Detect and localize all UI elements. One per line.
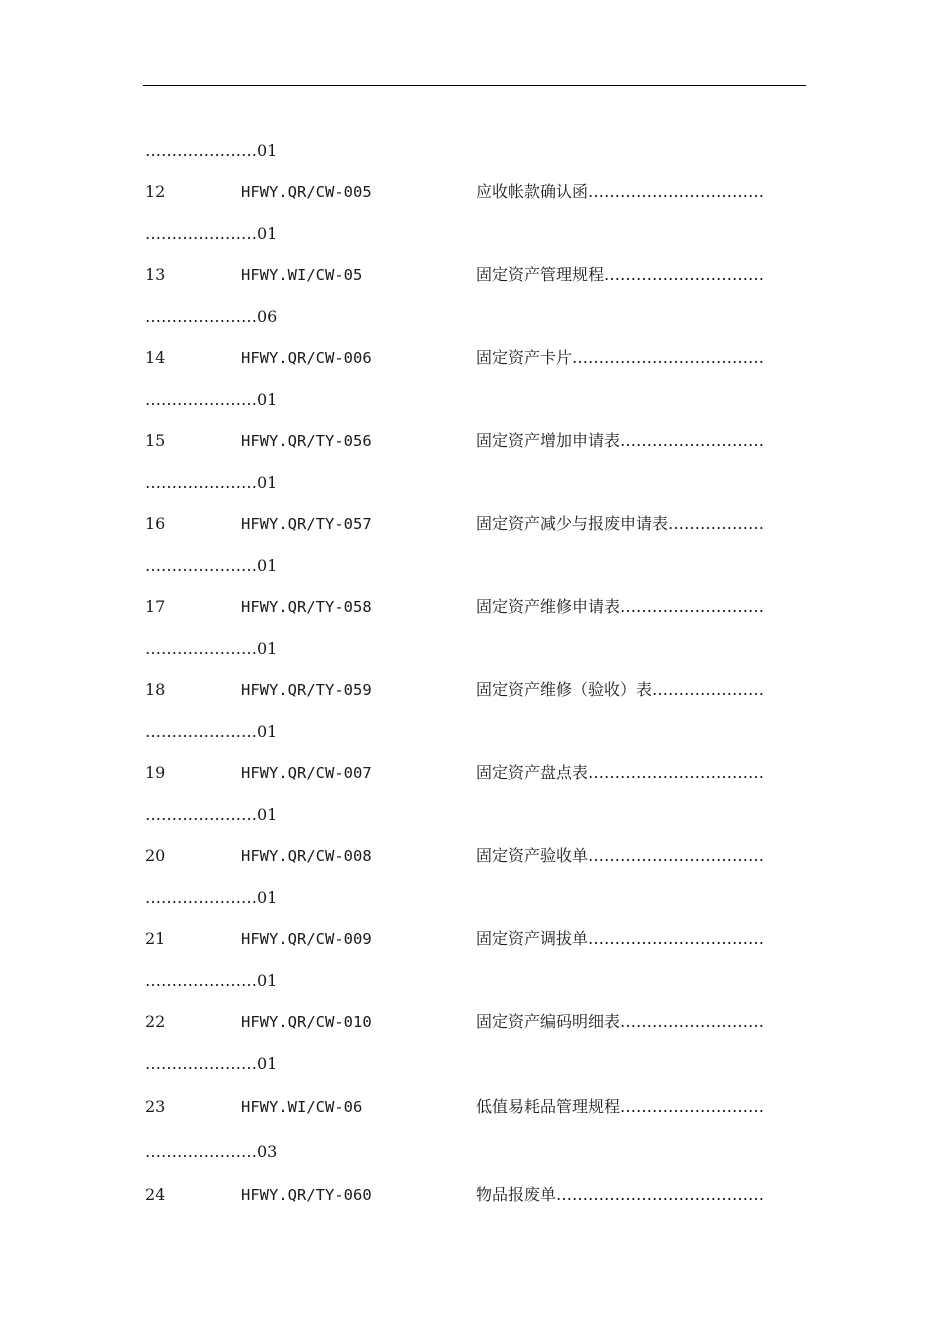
- toc-continuation-19: …………………01: [145, 805, 278, 824]
- toc-code-21: HFWY.QR/CW-009: [241, 930, 372, 948]
- toc-title-12: 应收帐款确认函……………………………: [476, 182, 765, 201]
- toc-code-12: HFWY.QR/CW-005: [241, 183, 372, 201]
- toc-number-17: 17: [145, 597, 166, 616]
- toc-number-14: 14: [145, 348, 166, 367]
- toc-title-13: 固定资产管理规程…………………………: [476, 265, 765, 284]
- toc-number-22: 22: [145, 1012, 166, 1031]
- toc-code-20: HFWY.QR/CW-008: [241, 847, 372, 865]
- toc-continuation-20: …………………01: [145, 888, 278, 907]
- toc-continuation-15: …………………01: [145, 473, 278, 492]
- toc-continuation-17: …………………01: [145, 639, 278, 658]
- toc-title-18: 固定资产维修（验收）表…………………: [476, 680, 765, 699]
- toc-title-19: 固定资产盘点表……………………………: [476, 763, 765, 782]
- toc-number-19: 19: [145, 763, 166, 782]
- toc-continuation-21: …………………01: [145, 971, 278, 990]
- toc-number-20: 20: [145, 846, 166, 865]
- toc-continuation-12: …………………01: [145, 224, 278, 243]
- toc-code-13: HFWY.WI/CW-05: [241, 266, 363, 284]
- toc-number-13: 13: [145, 265, 166, 284]
- toc-continuation-14: …………………01: [145, 390, 278, 409]
- toc-title-23: 低值易耗品管理规程………………………: [476, 1097, 765, 1116]
- toc-number-18: 18: [145, 680, 166, 699]
- toc-code-17: HFWY.QR/TY-058: [241, 598, 372, 616]
- toc-number-16: 16: [145, 514, 166, 533]
- toc-title-20: 固定资产验收单……………………………: [476, 846, 765, 865]
- toc-number-23: 23: [145, 1097, 166, 1116]
- toc-title-15: 固定资产增加申请表………………………: [476, 431, 765, 450]
- toc-code-15: HFWY.QR/TY-056: [241, 432, 372, 450]
- toc-continuation-22: …………………01: [145, 1054, 278, 1073]
- toc-continuation-13: …………………06: [145, 307, 278, 326]
- toc-number-15: 15: [145, 431, 166, 450]
- toc-title-16: 固定资产减少与报废申请表………………: [476, 514, 765, 533]
- toc-number-21: 21: [145, 929, 166, 948]
- toc-number-12: 12: [145, 182, 166, 201]
- toc-code-23: HFWY.WI/CW-06: [241, 1098, 363, 1116]
- toc-continuation-16: …………………01: [145, 556, 278, 575]
- toc-continuation-23: …………………03: [145, 1142, 278, 1161]
- toc-number-24: 24: [145, 1185, 166, 1204]
- toc-title-24: 物品报废单…………………………………: [476, 1185, 765, 1204]
- toc-title-17: 固定资产维修申请表………………………: [476, 597, 765, 616]
- toc-code-24: HFWY.QR/TY-060: [241, 1186, 372, 1204]
- toc-title-21: 固定资产调拔单……………………………: [476, 929, 765, 948]
- toc-continuation-18: …………………01: [145, 722, 278, 741]
- toc-code-14: HFWY.QR/CW-006: [241, 349, 372, 367]
- toc-title-22: 固定资产编码明细表………………………: [476, 1012, 765, 1031]
- toc-continuation-0: …………………01: [145, 141, 278, 160]
- toc-code-19: HFWY.QR/CW-007: [241, 764, 372, 782]
- toc-code-18: HFWY.QR/TY-059: [241, 681, 372, 699]
- toc-code-16: HFWY.QR/TY-057: [241, 515, 372, 533]
- toc-code-22: HFWY.QR/CW-010: [241, 1013, 372, 1031]
- toc-title-14: 固定资产卡片………………………………: [476, 348, 765, 367]
